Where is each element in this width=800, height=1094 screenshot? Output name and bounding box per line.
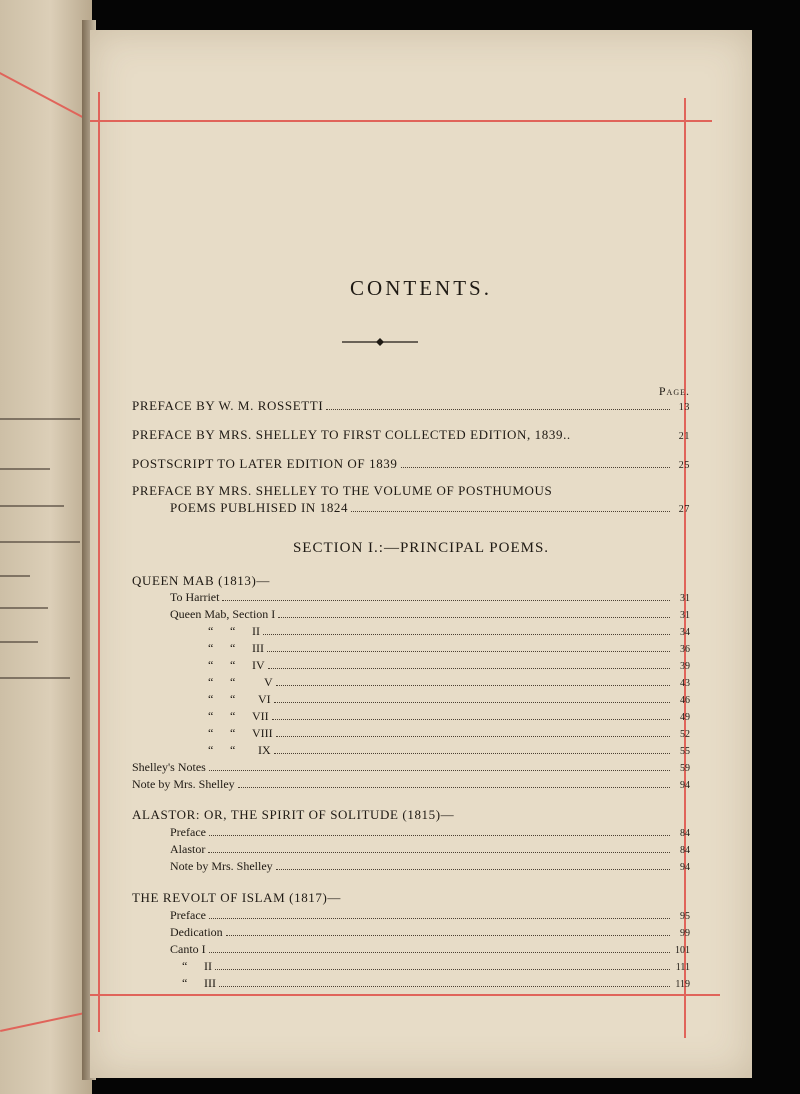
dot-leader (326, 409, 670, 410)
dot-leader (278, 617, 670, 618)
toc-entry (170, 925, 690, 940)
toc-entry (182, 959, 690, 974)
toc-entry (208, 675, 690, 690)
facing-page-rule (0, 1011, 90, 1032)
toc-entry-label: PREFACE BY W. M. ROSSETTI (132, 398, 324, 413)
red-frame-bottom (90, 994, 720, 996)
toc-entry-label: III (204, 976, 216, 990)
toc-entry-label: IX (258, 743, 271, 757)
dot-leader (268, 668, 670, 669)
ditto-mark: “ (230, 658, 236, 672)
page-number: 34 (680, 627, 690, 638)
page-number: 31 (680, 610, 690, 621)
show-through-text (0, 541, 80, 543)
toc-entry (208, 658, 690, 673)
toc-entry (208, 624, 690, 639)
dot-leader (267, 651, 670, 652)
page-number: 46 (680, 695, 690, 706)
dot-leader (263, 634, 670, 635)
toc-entry-label: VIII (252, 726, 273, 740)
ditto-mark: “ (208, 675, 214, 689)
show-through-text (0, 505, 64, 507)
page-number: 39 (680, 661, 690, 672)
dot-leader (274, 753, 670, 754)
page-number: 36 (680, 644, 690, 655)
page-number: 95 (680, 911, 690, 922)
work-heading: ALASTOR: OR, THE SPIRIT OF SOLITUDE (1815)— (132, 807, 455, 822)
page-number: 94 (680, 780, 690, 791)
toc-entry-label: V (264, 675, 273, 689)
toc-entry-label: VII (252, 709, 269, 723)
contents-page (90, 30, 752, 1078)
toc-entry (170, 859, 690, 874)
page-number: 84 (680, 828, 690, 839)
dot-leader (226, 935, 670, 936)
toc-entry-label: IV (252, 658, 265, 672)
dot-leader (209, 918, 670, 919)
toc-entry (170, 842, 690, 857)
dot-leader (351, 511, 670, 512)
toc-entry-label: Shelley's Notes (132, 760, 206, 774)
dot-leader (215, 969, 670, 970)
dot-leader (276, 685, 670, 686)
toc-entry (170, 942, 690, 957)
ditto-mark: “ (182, 959, 188, 973)
dot-leader (238, 787, 670, 788)
toc-entry-label: PREFACE BY MRS. SHELLEY TO THE VOLUME OF POSTHUMOUS (132, 483, 553, 498)
show-through-text (0, 575, 30, 577)
work-heading: QUEEN MAB (1813)— (132, 573, 271, 588)
page-number: 59 (680, 763, 690, 774)
show-through-text (0, 607, 48, 609)
page-number: 94 (680, 862, 690, 873)
ditto-mark: “ (208, 658, 214, 672)
page-column-header: Page. (658, 384, 690, 398)
toc-entry-label: II (252, 624, 260, 638)
page-number: 27 (678, 504, 690, 515)
toc-entry (208, 743, 690, 758)
page-number: 13 (678, 402, 690, 413)
dot-leader (272, 719, 670, 720)
title-ornament (342, 337, 418, 347)
toc-entry (170, 908, 690, 923)
dot-leader (276, 869, 670, 870)
toc-entry (208, 726, 690, 741)
dot-leader (209, 835, 670, 836)
ditto-mark: “ (208, 692, 214, 706)
ditto-mark: “ (230, 743, 236, 757)
page-number: 101 (675, 945, 690, 956)
toc-entry-label: Note by Mrs. Shelley (170, 859, 273, 873)
show-through-text (0, 677, 70, 679)
toc-entry (132, 427, 690, 443)
toc-entry (208, 692, 690, 707)
ditto-mark: “ (208, 709, 214, 723)
facing-page-rule (0, 72, 88, 121)
show-through-text (0, 418, 80, 420)
ditto-mark: “ (230, 675, 236, 689)
ditto-mark: “ (182, 976, 188, 990)
page-number: 25 (678, 460, 690, 471)
toc-entry-label: POEMS PUBLHISED IN 1824 (170, 500, 349, 515)
toc-entry-label: POSTSCRIPT TO LATER EDITION OF 1839 (132, 456, 398, 471)
facing-page (0, 0, 92, 1094)
dot-leader (274, 702, 670, 703)
toc-entry-label: To Harriet (170, 590, 220, 604)
toc-entry (170, 500, 690, 516)
page-number: 43 (680, 678, 690, 689)
ditto-mark: “ (208, 624, 214, 638)
toc-entry (170, 590, 690, 605)
red-frame-right (684, 98, 686, 1038)
toc-entry (132, 760, 690, 775)
toc-entry (208, 709, 690, 724)
dot-leader (219, 986, 670, 987)
red-frame-left (98, 92, 100, 1032)
dot-leader (209, 952, 670, 953)
toc-entry-label: Dedication (170, 925, 223, 939)
show-through-text (0, 641, 38, 643)
page-number: 119 (675, 979, 690, 990)
ditto-mark: “ (230, 624, 236, 638)
toc-entry-label: Note by Mrs. Shelley (132, 777, 235, 791)
ditto-mark: “ (230, 726, 236, 740)
toc-entry-label: VI (258, 692, 271, 706)
toc-entry (132, 398, 690, 414)
toc-entry (132, 777, 690, 792)
page-number: 49 (680, 712, 690, 723)
dot-leader (401, 467, 671, 468)
page-number: 111 (675, 962, 690, 973)
ditto-mark: “ (230, 709, 236, 723)
page-number: 99 (680, 928, 690, 939)
page-number: 21 (678, 431, 690, 442)
ditto-mark: “ (230, 641, 236, 655)
toc-entry-label: Alastor (170, 842, 206, 856)
ditto-mark: “ (208, 743, 214, 757)
toc-entry-label: PREFACE BY MRS. SHELLEY TO FIRST COLLECTED EDITION, 1839.. (132, 427, 571, 442)
ditto-mark: “ (208, 641, 214, 655)
dot-leader (208, 852, 670, 853)
ditto-mark: “ (230, 692, 236, 706)
toc-entry-label: Preface (170, 825, 206, 839)
toc-entry (208, 641, 690, 656)
page-number: 31 (680, 593, 690, 604)
toc-entry-label: III (252, 641, 264, 655)
toc-entry-label: II (204, 959, 212, 973)
ditto-mark: “ (208, 726, 214, 740)
dot-leader (222, 600, 670, 601)
toc-entry (170, 825, 690, 840)
show-through-text (0, 468, 50, 470)
red-frame-top (90, 120, 712, 122)
toc-entry (182, 976, 690, 991)
dot-leader (276, 736, 670, 737)
dot-leader (209, 770, 670, 771)
toc-entry-label: Queen Mab, Section I (170, 607, 276, 621)
page-number: 52 (680, 729, 690, 740)
work-heading: THE REVOLT OF ISLAM (1817)— (132, 890, 342, 905)
toc-entry (170, 607, 690, 622)
toc-entry-label: Canto I (170, 942, 206, 956)
toc-entry-label: Preface (170, 908, 206, 922)
page-number: 84 (680, 845, 690, 856)
page-number: 55 (680, 746, 690, 757)
toc-entry (132, 456, 690, 472)
page-title: CONTENTS. (350, 276, 492, 300)
section-heading: SECTION I.:—PRINCIPAL POEMS. (292, 540, 550, 556)
